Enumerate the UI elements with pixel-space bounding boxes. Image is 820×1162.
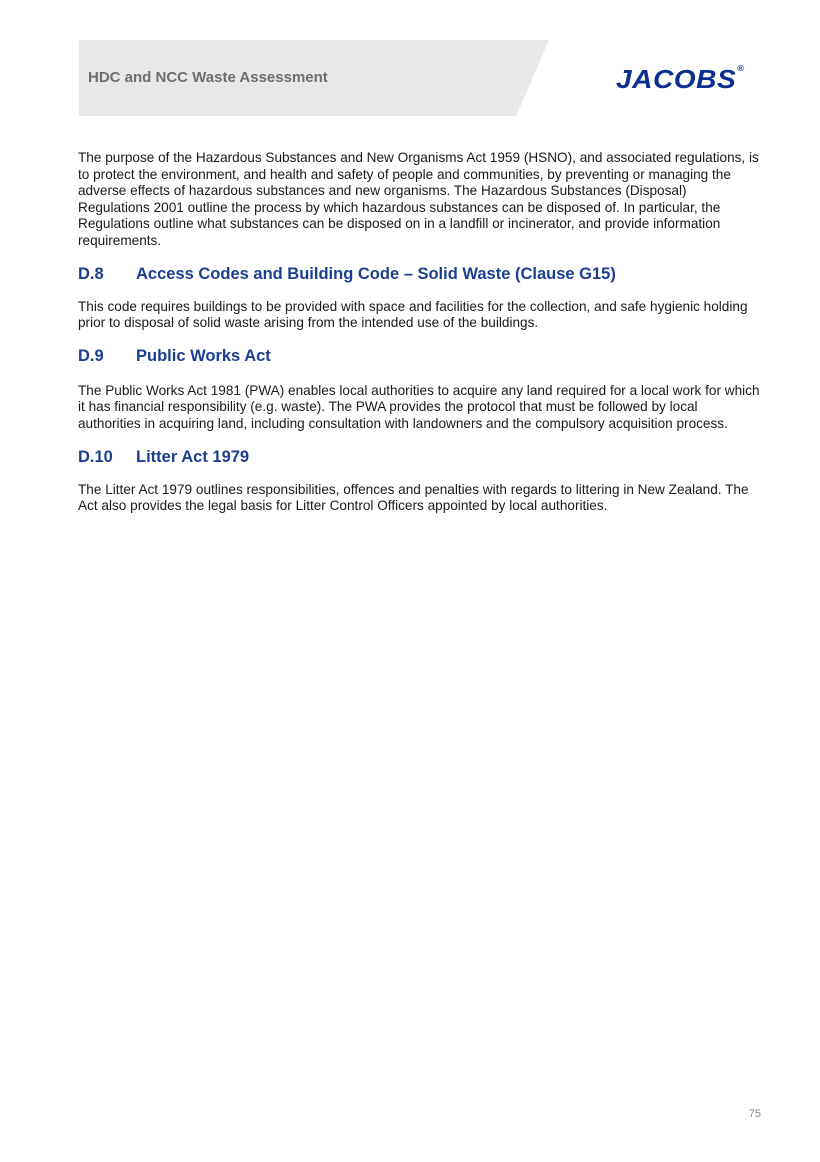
document-title: HDC and NCC Waste Assessment xyxy=(88,69,328,86)
logo-text: JACOBS xyxy=(616,64,737,94)
section-title: Public Works Act xyxy=(136,346,271,365)
jacobs-logo xyxy=(616,64,744,95)
page-number: 75 xyxy=(748,1108,761,1120)
logo-registered-mark: ® xyxy=(737,64,745,73)
section-heading-d10 xyxy=(78,448,760,467)
section-heading-d9 xyxy=(78,347,760,366)
section-title: Litter Act 1979 xyxy=(136,447,250,466)
section-number: D.10 xyxy=(78,447,113,466)
page-content xyxy=(78,150,760,515)
section-body-d8: This code requires buildings to be provided with space and facilities for the collection, and safe hygienic holding prior to disposal of solid waste arising from the intended use of the buildings. xyxy=(78,298,748,331)
section-body-d10: The Litter Act 1979 outlines responsibilities, offences and penalties with regards to littering in New Zealand. The Act also provides the legal basis for Litter Control Officers appointed by local authorities. xyxy=(78,481,749,514)
section-number: D.8 xyxy=(78,264,104,283)
section-title: Access Codes and Building Code – Solid Waste (Clause G15) xyxy=(136,264,616,283)
section-number: D.9 xyxy=(78,346,104,365)
intro-paragraph: The purpose of the Hazardous Substances and New Organisms Act 1959 (HSNO), and associated regulations, is to protect the environment, and health and safety of people and communities, by preventing or managing the adverse effects of hazardous substances and new organisms. The Hazardous Substances (Disposal) Regulations 2001 outline the process by which hazardous substances can be disposed of. In particular, the Regulations outline what substances can be disposed on in a landfill or incinerator, and provide information requirements. xyxy=(78,150,759,248)
section-body-d9: The Public Works Act 1981 (PWA) enables local authorities to acquire any land required for a local work for which it has financial responsibility (e.g. waste). The PWA provides the protocol that must be followed by local authorities in acquiring land, including consultation with landowners and the compulsory acquisition process. xyxy=(78,382,760,431)
section-heading-d8 xyxy=(78,265,760,284)
